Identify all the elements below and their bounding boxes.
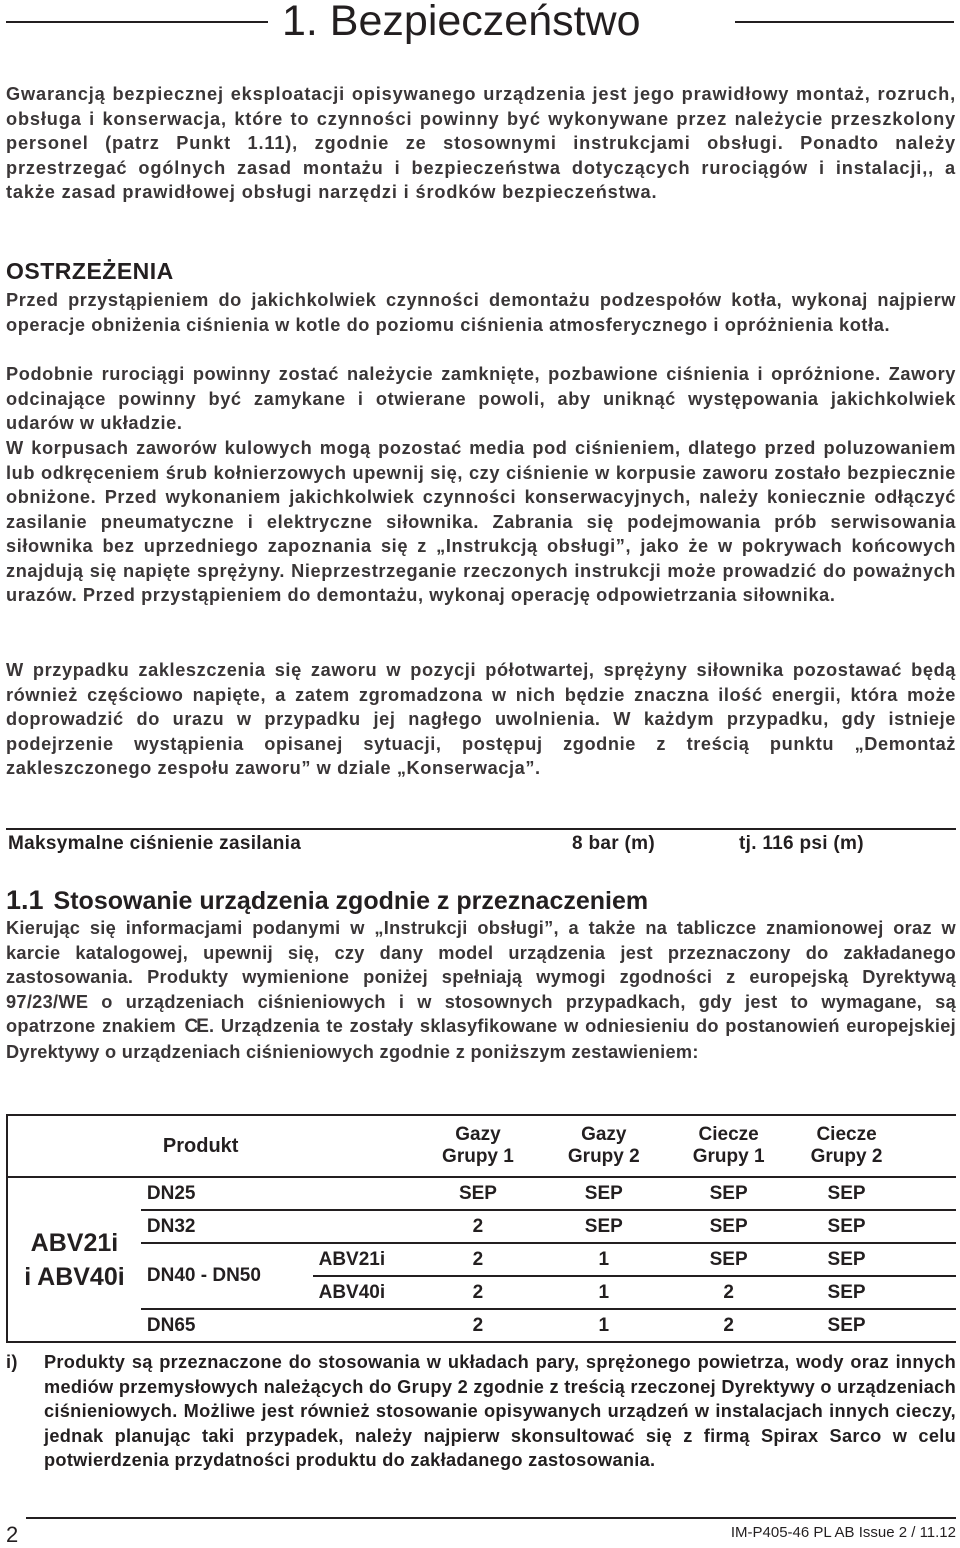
col-header-1: Gazy Grupy 1: [415, 1115, 542, 1177]
product-group-label: ABV21i i ABV40i: [7, 1177, 141, 1342]
section-heading: [6, 885, 648, 916]
warnings-heading: OSTRZEŻENIA: [6, 258, 174, 284]
warning-paragraph-1: Przed przystąpieniem do jakichkolwiek czynności demontażu podzespołów kotła, wykonaj najpierw operacje obniżenia ciśnienia w kotle do poziomu ciśnienia atmosferycznego i opróżnienia kotła.: [6, 290, 956, 335]
title-rule-left: [6, 21, 268, 23]
col-header-2: Gazy Grupy 2: [541, 1115, 666, 1177]
warning-paragraph-2: Podobnie rurociągi powinny zostać należycie zamknięte, pozbawione ciśnienia i opróżnione. Zawory odcinające powinny być zamykane i otwierane powoli, aby uniknąć występowania jakichkolwiek udarów w układzie.: [6, 364, 956, 433]
footnote-mark: i): [6, 1352, 18, 1372]
intro-paragraph: Gwarancją bezpiecznej eksploatacji opisywanego urządzenia jest jego prawidłowy montaż, rozruch, obsługa i konserwacja, które to czynności powinny być wykonywane przez należycie przeszkolony personel (patrz Punkt 1.11), zgodnie ze stosownymi instrukcjami obsługi. Ponadto należy przestrzegać ogólnych zasad montażu i bezpieczeństwa dotyczących rurociągów i instalacji,, a także zasad prawidłowej obsługi narzędzi i środków bezpieczeństwa.: [6, 84, 956, 202]
section-paragraph: [6, 916, 956, 1065]
section-title: Stosowanie urządzenia zgodnie z przeznaczeniem: [53, 887, 649, 915]
table-row: DN65 2 1 2 SEP: [7, 1309, 956, 1342]
table-row: DN32 2 SEP SEP SEP: [7, 1210, 956, 1243]
table-row: ABV21i i ABV40i DN25 SEP SEP SEP SEP: [7, 1177, 956, 1210]
title-row: [0, 0, 960, 48]
table-header-row: [7, 1115, 956, 1177]
footnote-text: Produkty są przeznaczone do stosowania w układach pary, sprężonego powietrza, wody oraz innych mediów przemysłowych należących do Grupy 2 zgodnie z treścią rzeczonej Dyrektywy o urządzeniach ciśnieniowych. Możliwe jest również stosowanie opisywanych urządzeń w instalacjach innych cieczy, jednak planując taki przypadek, należy najpierw skonsultować się z firmą Spirax Sarco w celu potwierdzenia przydatności produktu do zakładanego zastosowania.: [44, 1352, 956, 1471]
section-number: 1.1: [6, 885, 44, 915]
classification-table: [6, 1114, 956, 1343]
section-text-2: . Urządzenia te zostały sklasyfikowane w odniesieniu do postanowień europejskiej Dyrektywy o urządzeniach ciśnieniowych zgodnie z poniższym zestawieniem:: [6, 1016, 956, 1062]
footer-rule: [26, 1517, 956, 1519]
document-reference: IM-P405-46 PL AB Issue 2 / 11.12: [730, 1524, 956, 1541]
table-row: DN40 - DN50 ABV21i 2 1 SEP SEP: [7, 1243, 956, 1276]
page-title: 1. Bezpieczeństwo: [282, 0, 641, 45]
warning-paragraph-4: W przypadku zakleszczenia się zaworu w pozycji półotwartej, sprężyny siłownika pozostawać będą również częściowo napięte, a zatem zgromadzona w nich będzie znaczna ilość energii, która może doprowadzić do urazu w przypadku jej nagłego uwolnienia. W każdym przypadku, gdy istnieje podejrzenie wystąpienia opisanej sytuacji, postępuj zgodnie z treścią punktu „Demontaż zakleszczonego zespołu zaworu” w dziale „Konserwacja”.: [6, 660, 956, 778]
col-header-4: Ciecze Grupy 2: [791, 1115, 956, 1177]
footnote: [6, 1350, 956, 1473]
max-pressure-label: Maksymalne ciśnienie zasilania: [8, 833, 302, 854]
title-rule-right: [735, 21, 954, 23]
max-pressure-bar: 8 bar (m): [572, 833, 655, 854]
section-text-1: Kierując się informacjami podanymi w „Instrukcji obsługi”, a także na tabliczce znamionowej oraz w karcie katalogowej, upewnij się, czy dany model urządzenia jest przeznaczony do zakładanego zastosowania. Produkty wymienione poniżej spełniają wymogi zgodności z europejską Dyrektywą 97/23/WE o urządzeniach ciśnieniowych i w stosownych przypadkach, gdy jest to wymagane, są opatrzone znakiem: [6, 918, 956, 1037]
table-row: ABV40i 2 1 2 SEP: [7, 1276, 956, 1309]
col-header-3: Ciecze Grupy 1: [666, 1115, 791, 1177]
page-number: 2: [6, 1522, 19, 1547]
ce-mark-icon: CE: [184, 1016, 207, 1038]
product-header: Produkt: [141, 1115, 415, 1177]
max-pressure-psi: tj. 116 psi (m): [739, 833, 864, 854]
warning-paragraph-3: W korpusach zaworów kulowych mogą pozostać media pod ciśnieniem, dlatego przed poluzowaniem lub odkręceniem śrub kołnierzowych upewnij się, czy ciśnienie w korpusie zaworu zostało bezpiecznie obniżone. Przed wykonaniem jakichkolwiek czynności konserwacyjnych, należy koniecznie odłączyć zasilanie pneumatyczne i elektryczne siłownika. Zabrania się podejmowania prób serwisowania siłownika bez uprzedniego zapoznania się z „Instrukcją obsługi”, jako że w pokrywach końcowych znajdują się napięte sprężyny. Nieprzestrzeganie rzeczonych instrukcji może prowadzić do poważnych urazów. Przed przystąpieniem do demontażu, wykonaj operację odpowietrzania siłownika.: [6, 438, 956, 605]
max-pressure-row: [6, 828, 956, 862]
